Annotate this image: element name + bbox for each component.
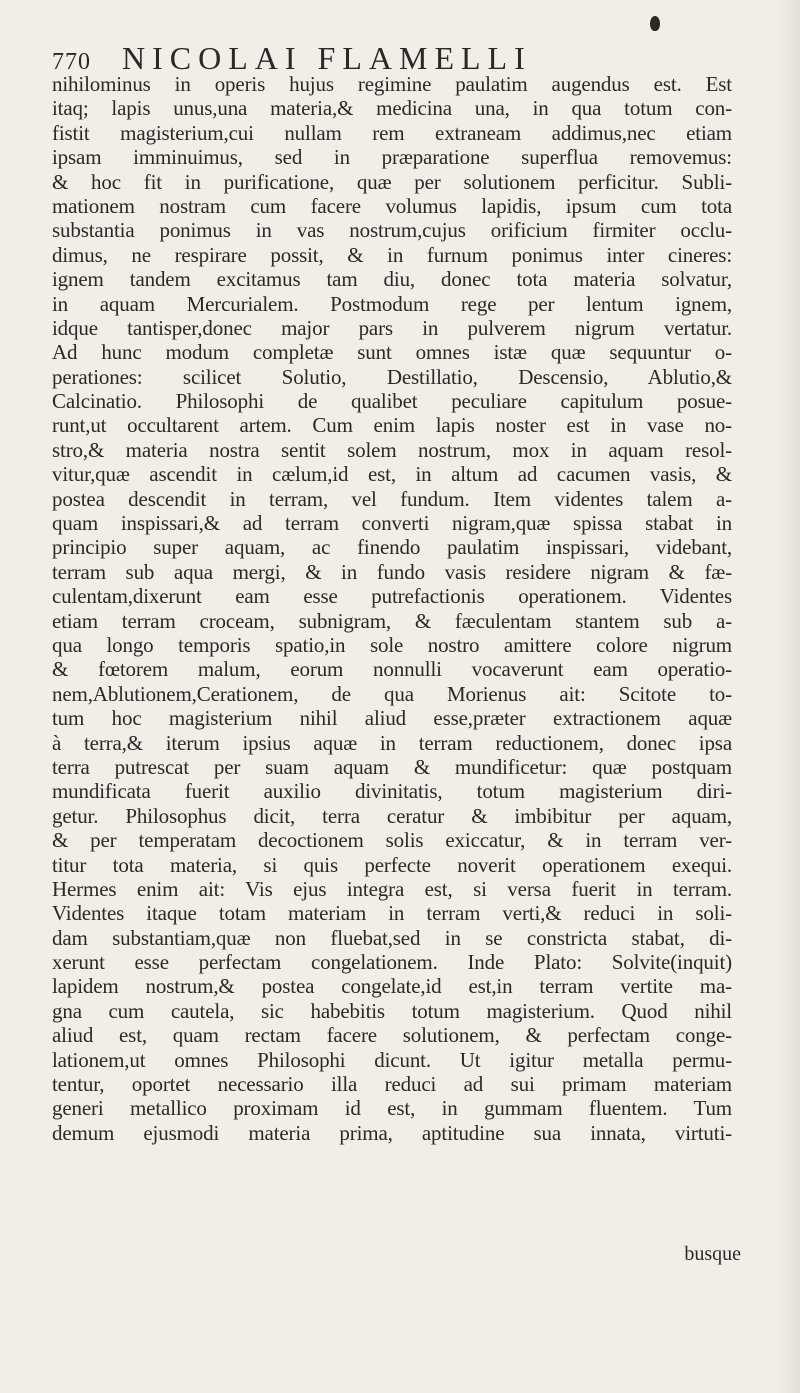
text-line: demum ejusmodi materia prima, aptitudine sua innata, virtuti- [52, 1120, 732, 1145]
text-line: terram sub aqua mergi, & in fundo vasis residere nigram & fæ- [52, 559, 732, 584]
text-line: Ad hunc modum completæ sunt omnes istæ quæ sequuntur o- [52, 340, 732, 365]
text-line: idque tantisper,donec major pars in pulverem nigrum vertatur. [52, 315, 732, 340]
text-line: aliud est, quam rectam facere solutionem, & perfectam conge- [52, 1023, 732, 1048]
text-line: vitur,quæ ascendit in cælum,id est, in altum ad cacumen vasis, & [52, 462, 732, 487]
text-line: & fœtorem malum, eorum nonnulli vocaverunt eam operatio- [52, 657, 732, 682]
running-head: NICOLAI FLAMELLI [122, 40, 532, 76]
page-edge-shadow [776, 0, 800, 1393]
text-line: Videntes itaque totam materiam in terram verti,& reduci in soli- [52, 901, 732, 926]
text-line: stro,& materia nostra sentit solem nostrum, mox in aquam resol- [52, 437, 732, 462]
text-line: in aquam Mercurialem. Postmodum rege per lentum ignem, [52, 291, 732, 316]
text-line: tentur, oportet necessario illa reduci ad sui primam materiam [52, 1072, 732, 1097]
text-line: tum hoc magisterium nihil aliud esse,præter extractionem aquæ [52, 706, 732, 731]
text-line: à terra,& iterum ipsius aquæ in terram reductionem, donec ipsa [52, 730, 732, 755]
page-number: 770 [52, 49, 91, 75]
text-line: generi metallico proximam id est, in gummam fluentem. Tum [52, 1096, 732, 1121]
text-line: mundificata fuerit auxilio divinitatis, totum magisterium diri- [52, 779, 732, 804]
text-line: nem,Ablutionem,Cerationem, de qua Morienus ait: Scitote to- [52, 681, 732, 706]
catchword: busque [684, 1243, 741, 1265]
text-line: ignem tandem excitamus tam diu, donec tota materia solvatur, [52, 267, 732, 292]
text-line: getur. Philosophus dicit, terra ceratur & imbibitur per aquam, [52, 803, 732, 828]
text-line: terra putrescat per suam aquam & mundificetur: quæ postquam [52, 754, 732, 779]
text-line: & hoc fit in purificatione, quæ per solutionem perficitur. Subli- [52, 169, 732, 194]
text-line: substantia ponimus in vas nostrum,cujus orificium firmiter occlu- [52, 218, 732, 243]
text-line: quam inspissari,& ad terram converti nigram,quæ spissa stabat in [52, 511, 732, 536]
text-line: fistit magisterium,cui nullam rem extraneam addimus,nec etiam [52, 120, 732, 145]
text-line: perationes: scilicet Solutio, Destillatio, Descensio, Ablutio,& [52, 364, 732, 389]
text-line: & per temperatam decoctionem solis exiccatur, & in terram ver- [52, 828, 732, 853]
text-line: mationem nostram cum facere volumus lapidis, ipsum cum tota [52, 193, 732, 218]
text-line: gna cum cautela, sic habebitis totum magisterium. Quod nihil [52, 998, 732, 1023]
text-line: titur tota materia, si quis perfecte noverit operationem exequi. [52, 852, 732, 877]
text-line: lationem,ut omnes Philosophi dicunt. Ut igitur metalla permu- [52, 1047, 732, 1072]
text-line: dimus, ne respirare possit, & in furnum ponimus inter cineres: [52, 242, 732, 267]
text-line: principio super aquam, ac finendo paulatim inspissari, videbant, [52, 535, 732, 560]
text-line: lapidem nostrum,& postea congelate,id est,in terram vertite ma- [52, 974, 732, 999]
text-line: runt,ut occultarent artem. Cum enim lapis noster est in vase no- [52, 413, 732, 438]
text-line: dam substantiam,quæ non fluebat,sed in se constricta stabat, di- [52, 925, 732, 950]
text-line: ipsam imminuimus, sed in præparatione superflua removemus: [52, 145, 732, 170]
ink-blot-mark [650, 16, 660, 31]
text-line: etiam terram croceam, subnigram, & fæculentam stantem sub a- [52, 608, 732, 633]
text-line: nihilominus in operis hujus regimine paulatim augendus est. Est [52, 72, 732, 96]
text-line: itaq; lapis unus,una materia,& medicina una, in qua totum con- [52, 96, 732, 121]
body-text [52, 72, 732, 1145]
text-line: Calcinatio. Philosophi de qualibet peculiare capitulum posue- [52, 389, 732, 414]
text-line: xerunt esse perfectam congelationem. Inde Plato: Solvite(inquit) [52, 950, 732, 975]
text-line: qua longo temporis spatio,in sole nostro amittere colore nigrum [52, 632, 732, 657]
text-line: culentam,dixerunt eam esse putrefactionis operationem. Videntes [52, 584, 732, 609]
text-line: postea descendit in terram, vel fundum. Item videntes talem a- [52, 486, 732, 511]
text-line: Hermes enim ait: Vis ejus integra est, si versa fuerit in terram. [52, 876, 732, 901]
